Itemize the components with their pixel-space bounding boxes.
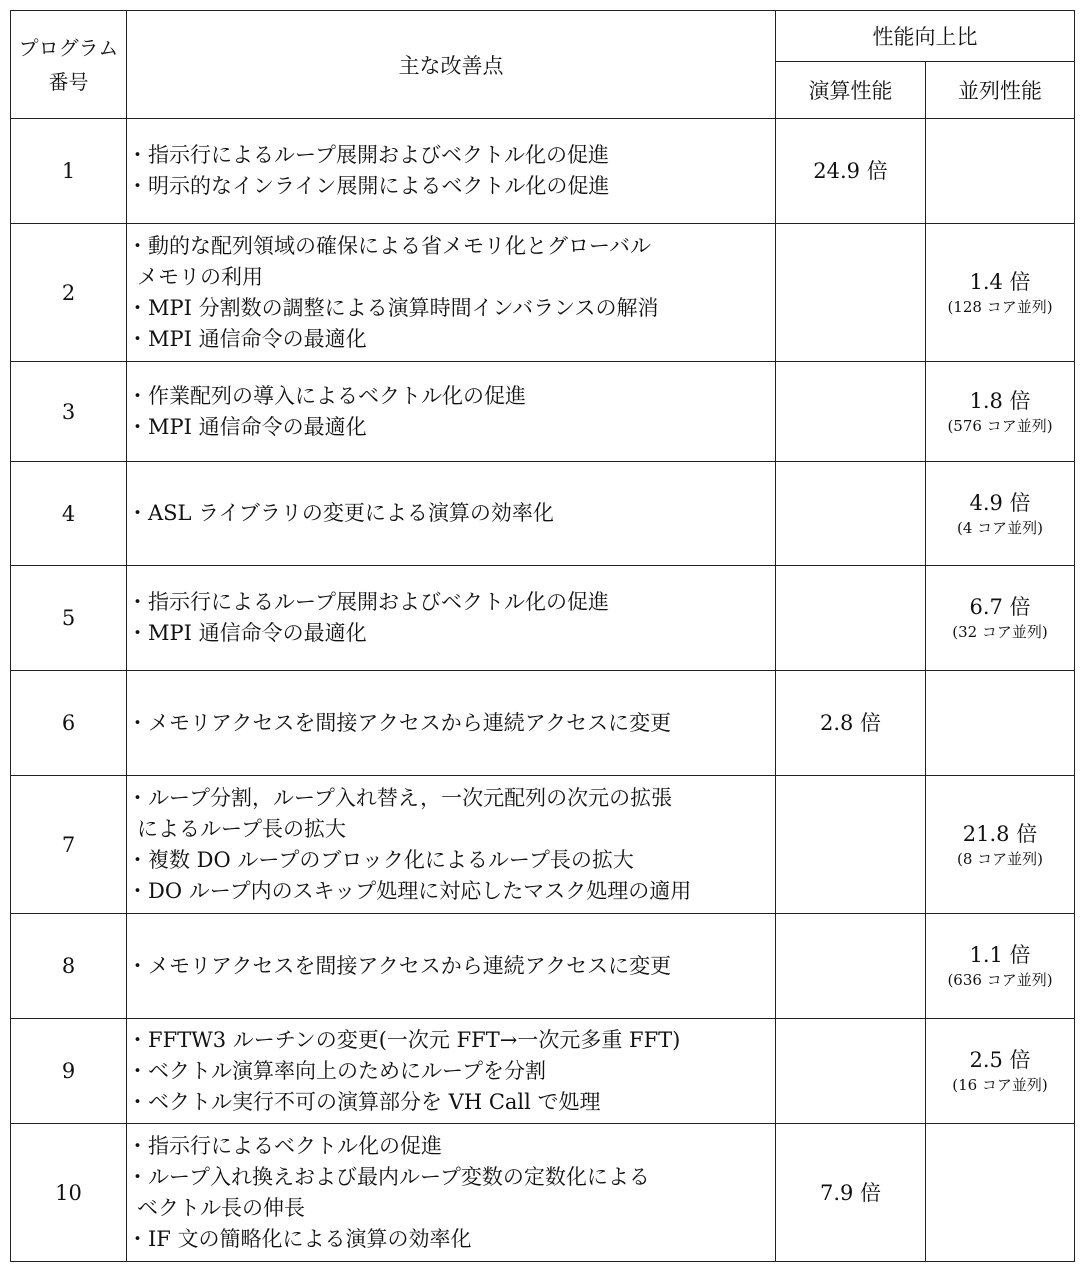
compute-cell: [776, 1124, 926, 1262]
program-number: 8: [11, 914, 127, 1019]
improvement-cell: [127, 566, 776, 671]
improvement-line: ・メモリアクセスを間接アクセスから連続アクセスに変更: [127, 953, 672, 978]
parallel-note: (32 コア並列): [952, 623, 1048, 641]
table-row: [11, 566, 1075, 671]
parallel-cell: [926, 462, 1075, 566]
compute-value: 7.9 倍: [819, 1180, 882, 1205]
compute-cell: [776, 1019, 926, 1124]
improvement-cell: [127, 362, 776, 462]
parallel-cell: [926, 119, 1075, 224]
improvement-line: ・ループ分割，ループ入れ替え，一次元配列の次元の拡張: [127, 785, 673, 810]
improvement-line: ・DO ループ内のスキップ処理に対応したマスク処理の適用: [127, 878, 692, 903]
improvement-line: ・MPI 通信命令の最適化: [127, 326, 367, 351]
improvement-line: ・ベクトル演算率向上のためにループを分割: [127, 1058, 546, 1083]
improvement-cell: [127, 1124, 776, 1262]
table-row: [11, 776, 1075, 914]
parallel-note: (16 コア並列): [952, 1076, 1048, 1094]
program-number: 9: [11, 1019, 127, 1124]
compute-cell: [776, 566, 926, 671]
improvement-cell: [127, 119, 776, 224]
improvement-line: ・ベクトル実行不可の演算部分を VH Call で処理: [127, 1089, 601, 1114]
program-number: 7: [11, 776, 127, 914]
table-row: [11, 119, 1075, 224]
parallel-value: 1.8 倍: [969, 388, 1031, 413]
improvement-line: ・動的な配列領域の確保による省メモリ化とグローバル: [127, 233, 651, 258]
program-number: 3: [11, 362, 127, 462]
improvement-line: ベクトル長の伸長: [137, 1195, 305, 1220]
parallel-cell: [926, 362, 1075, 462]
program-number: 10: [11, 1124, 127, 1262]
improvement-line: メモリの利用: [137, 264, 263, 289]
program-number: 2: [11, 224, 127, 362]
improvement-line: ・IF 文の簡略化による演算の効率化: [127, 1226, 472, 1251]
table-row: [11, 1019, 1075, 1124]
parallel-note: (4 コア並列): [956, 518, 1044, 537]
parallel-note: (576 コア並列): [947, 416, 1053, 435]
compute-cell: [776, 119, 926, 224]
compute-cell: [776, 462, 926, 566]
header-program-number: [11, 11, 127, 119]
parallel-value: 21.8 倍: [962, 821, 1038, 846]
header-speedup: 性能向上比: [776, 11, 1075, 62]
improvement-line: ・明示的なインライン展開によるベクトル化の促進: [127, 174, 610, 198]
parallel-cell: [926, 914, 1075, 1019]
parallel-value: 6.7 倍: [969, 595, 1031, 619]
parallel-cell: [926, 1124, 1075, 1262]
improvement-cell: [127, 914, 776, 1019]
parallel-value: 1.4 倍: [969, 269, 1031, 294]
compute-value: 2.8 倍: [819, 711, 882, 735]
program-number: 4: [11, 462, 127, 566]
table-row: [11, 914, 1075, 1019]
compute-cell: [776, 914, 926, 1019]
parallel-note: (636 コア並列): [947, 971, 1053, 989]
parallel-value: 2.5 倍: [969, 1048, 1031, 1072]
compute-cell: [776, 224, 926, 362]
improvement-cell: [127, 671, 776, 776]
parallel-cell: [926, 224, 1075, 362]
improvement-line: ・複数 DO ループのブロック化によるループ長の拡大: [127, 847, 634, 872]
improvement-line: によるループ長の拡大: [137, 816, 346, 841]
header-parallel: 並列性能: [926, 62, 1075, 119]
parallel-cell: [926, 1019, 1075, 1124]
table-row: [11, 671, 1075, 776]
parallel-value: 4.9 倍: [969, 490, 1031, 515]
parallel-cell: [926, 566, 1075, 671]
improvement-line: ・作業配列の導入によるベクトル化の促進: [127, 383, 526, 408]
parallel-note: (8 コア並列): [956, 849, 1044, 868]
header-program-line1: プログラム: [18, 35, 119, 60]
compute-cell: [776, 776, 926, 914]
improvement-cell: [127, 224, 776, 362]
header-row-top: [11, 11, 1075, 62]
parallel-cell: [926, 776, 1075, 914]
header-compute: 演算性能: [776, 62, 926, 119]
improvement-line: ・FFTW3 ルーチンの変更(一次元 FFT→一次元多重 FFT): [127, 1027, 681, 1052]
table-row: [11, 462, 1075, 566]
program-number: 6: [11, 671, 127, 776]
improvement-line: ・MPI 通信命令の最適化: [127, 621, 367, 645]
parallel-note: (128 コア並列): [947, 297, 1053, 316]
improvement-cell: [127, 776, 776, 914]
improvement-line: ・ASL ライブラリの変更による演算の効率化: [127, 501, 554, 525]
table-body: [11, 119, 1075, 1262]
header-improvements: 主な改善点: [127, 11, 776, 119]
table-row: [11, 362, 1075, 462]
compute-cell: [776, 671, 926, 776]
parallel-cell: [926, 671, 1075, 776]
table-row: [11, 1124, 1075, 1262]
program-number: 5: [11, 566, 127, 671]
parallel-value: 1.1 倍: [969, 943, 1031, 967]
table-row: [11, 224, 1075, 362]
improvement-line: ・指示行によるループ展開およびベクトル化の促進: [127, 590, 609, 614]
compute-cell: [776, 362, 926, 462]
improvement-line: ・ループ入れ換えおよび最内ループ変数の定数化による: [127, 1164, 650, 1189]
improvement-table: [10, 10, 1075, 1262]
improvement-line: ・メモリアクセスを間接アクセスから連続アクセスに変更: [127, 710, 672, 735]
improvement-line: ・指示行によるループ展開およびベクトル化の促進: [127, 143, 609, 167]
compute-value: 24.9 倍: [813, 159, 888, 183]
header-program-line2: 番号: [48, 69, 89, 94]
improvement-cell: [127, 1019, 776, 1124]
improvement-line: ・MPI 分割数の調整による演算時間インバランスの解消: [127, 295, 659, 320]
improvement-line: ・指示行によるベクトル化の促進: [127, 1133, 442, 1158]
improvement-cell: [127, 462, 776, 566]
program-number: 1: [11, 119, 127, 224]
improvement-line: ・MPI 通信命令の最適化: [127, 414, 367, 439]
